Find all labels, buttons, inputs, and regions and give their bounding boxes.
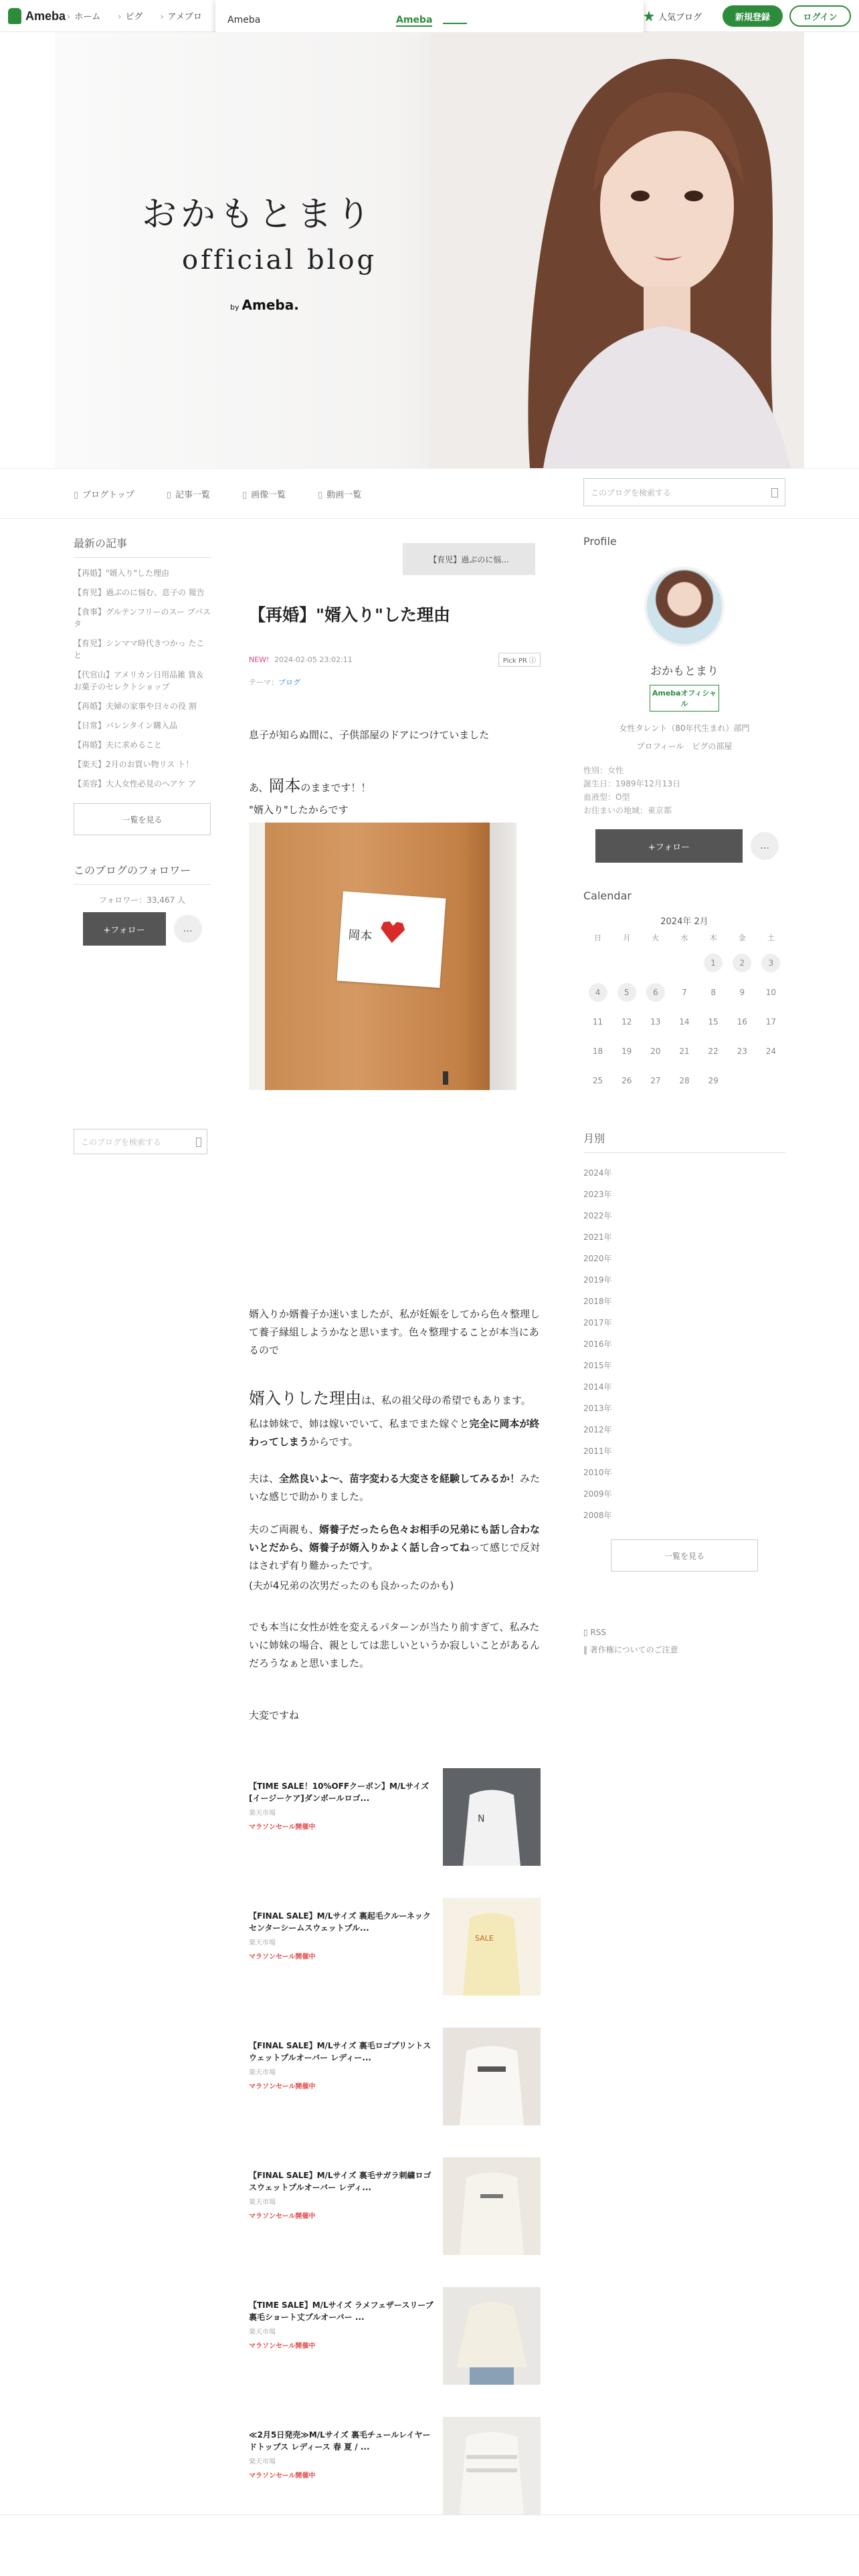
copyright-label: 著作権についてのご注意 [589, 1645, 678, 1654]
product-shop: 楽天市場 [249, 2199, 276, 2206]
text: あ、 [249, 782, 269, 794]
paragraph [249, 1390, 541, 1410]
profile-info-line: お住まいの地域：東京都 [583, 806, 672, 815]
see-list-button[interactable]: 一覧を見る [74, 803, 211, 835]
nav-pigg[interactable]: › ピグ [118, 9, 142, 22]
paragraph: "婿入り"したからです [249, 804, 349, 816]
calendar-weekday: 火 [652, 934, 660, 942]
paragraph: でも本当に女性が姓を変えるパターンが当たり前すぎて、私みたいに姉妹の場合、親としては悲しいというか寂しいことがあるんだろうなぁと思いました。 [249, 1621, 541, 1669]
recent-article[interactable]: 【日常】バレンタイン購入品 [74, 721, 177, 730]
product-badge: マラソンセール開催中 [249, 1953, 316, 1961]
calendar-grid [583, 932, 785, 1090]
calendar-day[interactable]: 11 [592, 1017, 603, 1027]
by-ameba-logo [230, 297, 299, 313]
svg-text:SALE: SALE [475, 1934, 494, 1943]
search-icon[interactable] [196, 1138, 201, 1147]
svg-text:N: N [478, 1814, 485, 1824]
popup-underline [443, 23, 467, 24]
product-image[interactable] [443, 2287, 541, 2385]
calendar-day[interactable]: 21 [679, 1047, 690, 1056]
product-name[interactable]: 【FINAL SALE】M/Lサイズ 裏毛ロゴプリントスウェットプルオーバー レディー... [249, 2041, 432, 2062]
right-sidebar [583, 535, 785, 1658]
text: 夫のご両親も、 [249, 1523, 320, 1535]
profile-info-line: 性別：女性 [583, 766, 624, 775]
calendar-weekday: 月 [623, 934, 631, 942]
product-card[interactable] [249, 2417, 541, 2517]
calendar-day[interactable]: 4 [589, 983, 607, 1002]
month-link[interactable]: 2012年 [583, 1425, 612, 1434]
by-label: by [230, 303, 240, 312]
nav-image-list[interactable]: ▯ 画像一覧 [242, 488, 286, 500]
profile-category[interactable]: 女性タレント（80年代生まれ）部門 [619, 724, 750, 733]
logo-text: Ameba [25, 9, 66, 23]
calendar-day[interactable]: 18 [592, 1047, 603, 1056]
calendar-day[interactable]: 27 [650, 1076, 661, 1085]
paragraph [249, 777, 541, 797]
search-placeholder: このブログを検索する [591, 488, 672, 498]
sidebar-search-input[interactable] [74, 1129, 207, 1154]
month-link[interactable]: 2011年 [583, 1446, 612, 1456]
nav-blog-top[interactable]: ▯ ブログトップ [74, 488, 134, 500]
month-link[interactable]: 2009年 [583, 1489, 612, 1499]
more-button[interactable]: … [751, 832, 779, 860]
calendar-day[interactable]: 15 [708, 1017, 719, 1027]
calendar-day[interactable]: 1 [704, 954, 723, 972]
calendar-day[interactable]: 13 [650, 1017, 661, 1027]
blog-search-input[interactable] [583, 478, 785, 506]
calendar-day [728, 1071, 757, 1090]
paragraph: 婿入りか婿養子か迷いましたが、私が妊娠をしてから色々整理して養子縁組しようかなと思います。色々整理することが本当にあるので [249, 1308, 541, 1356]
text: のままです！！ [300, 782, 371, 794]
calendar-day[interactable]: 28 [679, 1076, 690, 1085]
product-card[interactable] [249, 1768, 541, 1868]
official-badge: Amebaオフィシャル [650, 685, 719, 712]
calendar-weekday: 金 [738, 934, 746, 942]
door-photo[interactable] [249, 823, 516, 1090]
text: 全然良いよ〜、苗字変わる大変さを経験してみるか！ [279, 1473, 520, 1485]
product-image[interactable] [443, 2028, 541, 2125]
new-badge: NEW! [249, 655, 270, 664]
calendar-day[interactable]: 24 [765, 1047, 777, 1056]
calendar-day [612, 954, 641, 972]
text: みたいな感じで助かりました。 [249, 1473, 541, 1503]
calendar-day[interactable]: 2 [733, 954, 751, 972]
calendar-day[interactable]: 22 [708, 1047, 719, 1056]
rss-link[interactable]: ▯ RSS [583, 1628, 606, 1637]
calendar-day [583, 954, 612, 972]
month-link[interactable]: 2014年 [583, 1382, 612, 1392]
recent-article[interactable]: 【育児】過ぶのに悩む、息子の 報告 [74, 588, 205, 597]
calendar-weekday: 日 [594, 934, 602, 942]
popular-blogs-label: 人気ブログ [658, 12, 702, 23]
theme-label: テーマ： [249, 678, 278, 687]
profile-info [583, 764, 785, 817]
paragraph [249, 1470, 541, 1506]
footer-divider [0, 2514, 859, 2515]
calendar-day[interactable]: 12 [622, 1017, 632, 1027]
drawing-text: 岡本 [347, 928, 373, 944]
profile-name[interactable]: おかもとまり [650, 665, 719, 678]
left-sidebar [74, 535, 211, 1147]
nav-article-list[interactable]: ▯ 記事一覧 [167, 488, 210, 500]
calendar-weekday: 木 [709, 934, 717, 942]
article-theme [249, 677, 300, 687]
calendar-day[interactable]: 5 [617, 983, 636, 1002]
calendar-day[interactable]: 19 [622, 1047, 632, 1056]
product-name[interactable]: 【FINAL SALE】M/Lサイズ 裏毛サガラ刺繍ロゴスウェットプルオーバー レディ... [249, 2171, 432, 2192]
product-card[interactable] [249, 2287, 541, 2387]
sidebar-search-placeholder: このブログを検索する [81, 1138, 162, 1147]
blog-subtitle: official blog [182, 245, 377, 276]
calendar-day[interactable]: 25 [592, 1076, 603, 1085]
calendar-weekday: 土 [767, 934, 775, 942]
followers-title: このブログのフォロワー [74, 862, 211, 885]
month-link[interactable]: 2018年 [583, 1297, 612, 1306]
nav-ameblo[interactable]: › アメブロ [160, 9, 201, 22]
text: 夫は、 [249, 1473, 280, 1485]
article-title: 【再婚】"婿入り"した理由 [249, 605, 451, 625]
text: 私は姉妹で、姉は嫁いでいて、私までまた嫁ぐと [249, 1418, 470, 1430]
drawing-paper [337, 891, 446, 988]
calendar-day[interactable]: 29 [708, 1076, 719, 1085]
popup-label: Ameba [227, 15, 261, 25]
recent-article[interactable]: 【再婚】夫に求めること [74, 740, 163, 750]
calendar-title: Calendar [583, 889, 632, 902]
calendar-weekday: 水 [680, 934, 688, 942]
text: って感じで反対はされず有り難かったです。 [249, 1541, 541, 1572]
month-link[interactable]: 2021年 [583, 1232, 612, 1242]
calendar-day[interactable]: 10 [765, 988, 777, 997]
top-nav [67, 9, 202, 22]
calendar-day[interactable]: 17 [765, 1017, 777, 1027]
text: 岡本 [268, 776, 301, 795]
product-badge: マラソンセール開催中 [249, 1824, 316, 1831]
blog-subnav [0, 468, 859, 519]
calendar-day[interactable]: 26 [622, 1076, 632, 1085]
calendar-day[interactable]: 8 [710, 988, 716, 997]
product-shop: 楽天市場 [249, 2458, 276, 2466]
month-link[interactable]: 2022年 [583, 1211, 612, 1220]
recent-article[interactable]: 【再婚】"婿入り"した理由 [74, 568, 170, 578]
month-link[interactable]: 2024年 [583, 1168, 612, 1178]
paragraph-note: (夫が4兄弟の次男だったのも良かったのかも) [249, 1580, 454, 1592]
calendar-day [670, 954, 698, 972]
avatar[interactable] [644, 566, 725, 647]
profile-title: Profile [583, 535, 617, 548]
follow-button[interactable]: +フォロー [595, 829, 743, 863]
text: 婿入りした理由 [249, 1389, 361, 1408]
recent-article[interactable]: 【美容】大人女性必見のヘアケ ア [74, 779, 197, 788]
popup-ameba-link[interactable]: Ameba [396, 15, 433, 25]
product-shop: 楽天市場 [249, 2329, 276, 2336]
copyright-link[interactable]: ‖ 著作権についてのご注意 [583, 1645, 678, 1654]
product-name[interactable]: ≪2月5日発売≫M/Lサイズ 裏毛チュールレイヤードトップス レディース 春 夏 / ... [249, 2430, 431, 2452]
previous-article-link[interactable]: 【育児】過ぶのに悩... [403, 543, 535, 575]
calendar-day[interactable]: 16 [737, 1017, 747, 1027]
product-shop: 楽天市場 [249, 1939, 276, 1947]
paragraph: 大変ですね [249, 1709, 300, 1721]
product-image[interactable] [443, 1898, 541, 1996]
profile-info-line: 血液型：O型 [583, 792, 630, 802]
product-badge: マラソンセール開催中 [249, 2213, 316, 2220]
paragraph: 息子が知らぬ間に、子供部屋のドアにつけていました [249, 729, 490, 741]
profile-info-line: 誕生日：1989年12月13日 [583, 779, 681, 788]
nav-video-list[interactable]: ▯ 動画一覧 [318, 488, 361, 500]
product-badge: マラソンセール開催中 [249, 2343, 316, 2350]
text: 婿養子だったら色々お相手の兄弟にも話し合わないとだから、婿養子が婿入りかよく話し合ってね [249, 1523, 541, 1553]
register-button[interactable]: 新規登録 [723, 5, 783, 27]
month-link[interactable]: 2015年 [583, 1361, 612, 1370]
more-button[interactable]: … [174, 915, 202, 943]
theme-link[interactable]: ブログ [278, 678, 300, 687]
text: 完全に岡本が終わってしまう [249, 1418, 540, 1448]
popular-blogs-link[interactable] [644, 8, 702, 24]
blog-title: おかもとまり [142, 195, 375, 235]
product-shop: 楽天市場 [249, 2069, 276, 2076]
calendar-day [757, 1071, 785, 1090]
recent-articles-list [74, 567, 211, 790]
door-handle [443, 1071, 448, 1085]
calendar-day[interactable]: 14 [679, 1017, 690, 1027]
heart-icon [380, 921, 405, 944]
month-link[interactable]: 2016年 [583, 1339, 612, 1349]
product-name[interactable]: 【TIME SALE！10%OFFクーポン】M/Lサイズ [イージーケア]ダンボールロゴ... [249, 1782, 430, 1803]
product-card[interactable] [249, 1898, 541, 1998]
calendar-day [641, 954, 670, 972]
month-link[interactable]: 2010年 [583, 1468, 612, 1477]
month-link[interactable]: 2020年 [583, 1254, 612, 1263]
month-link[interactable]: 2023年 [583, 1190, 612, 1199]
monthly-archive [583, 1162, 785, 1526]
calendar-day[interactable]: 3 [761, 954, 780, 972]
paragraph [249, 1415, 541, 1451]
header-portrait-image [430, 32, 804, 468]
pick-pr-badge[interactable]: Pick PR ⓘ [498, 653, 541, 667]
nav-home[interactable]: › ホーム [67, 9, 100, 22]
product-name[interactable]: 【FINAL SALE】M/Lサイズ 裏起毛クルーネックセンターシームスウェットプル... [249, 1911, 431, 1933]
month-link[interactable]: 2019年 [583, 1275, 612, 1285]
recent-article[interactable]: 【食事】グルテンフリーのスー プパスタ [74, 607, 211, 629]
product-badge: マラソンセール開催中 [249, 2083, 316, 2090]
text: からです。 [308, 1436, 359, 1448]
calendar-day[interactable]: 23 [737, 1047, 747, 1056]
see-all-months-button[interactable]: 一覧を見る [611, 1539, 758, 1572]
month-link[interactable]: 2013年 [583, 1404, 612, 1413]
footer-links [583, 1624, 785, 1658]
recent-article[interactable]: 【楽天】2月のお買い物リス ト！ [74, 760, 194, 769]
month-link[interactable]: 2017年 [583, 1318, 612, 1327]
monthly-title: 月別 [583, 1130, 785, 1153]
product-image[interactable] [443, 2157, 541, 2255]
calendar-day[interactable]: 7 [682, 988, 687, 997]
product-name[interactable]: 【TIME SALE】M/Lサイズ ラメフェザースリーブ裏毛ショート丈プルオーバー ... [249, 2300, 434, 2322]
login-button[interactable]: ログイン [789, 5, 851, 27]
product-card[interactable] [249, 2028, 541, 2128]
product-badge: マラソンセール開催中 [249, 2472, 316, 2480]
follower-count: フォロワー：33,467 人 [98, 895, 186, 905]
product-card[interactable] [249, 2157, 541, 2258]
ameba-logo[interactable] [8, 7, 66, 25]
calendar-day[interactable]: 9 [739, 988, 745, 997]
text: は、私の祖父母の希望でもあります。 [361, 1394, 531, 1406]
recent-article[interactable]: 【育児】シンママ時代きつかっ たこと [74, 639, 205, 660]
product-shop: 楽天市場 [249, 1810, 276, 1817]
calendar-month: 2024年 2月 [660, 917, 708, 927]
recent-article[interactable]: 【代官山】アメリカン日用品雑 貨＆お菓子のセレクトショップ [74, 670, 204, 691]
follow-button[interactable]: +フォロー [83, 912, 166, 946]
ameba-logo-icon [8, 8, 21, 24]
month-link[interactable]: 2008年 [583, 1511, 612, 1520]
product-image[interactable] [443, 2417, 541, 2514]
profile-links[interactable]: プロフィール ピグの部屋 [636, 742, 733, 751]
blog-header-banner[interactable] [55, 32, 804, 468]
article-meta [249, 655, 541, 664]
calendar-day[interactable]: 20 [650, 1047, 661, 1056]
rss-label: RSS [590, 1628, 606, 1637]
star-icon [644, 11, 654, 21]
product-image[interactable] [443, 1768, 541, 1866]
by-brand: Ameba. [242, 297, 299, 313]
recent-articles-title: 最新の記事 [74, 535, 211, 558]
article-date: 2024-02-05 23:02:11 [274, 655, 353, 664]
recent-article[interactable]: 【再婚】夫婦の家事や日々の役 割 [74, 702, 197, 711]
paragraph [249, 1521, 541, 1575]
search-icon[interactable] [771, 488, 778, 498]
calendar-day[interactable]: 6 [646, 983, 665, 1002]
